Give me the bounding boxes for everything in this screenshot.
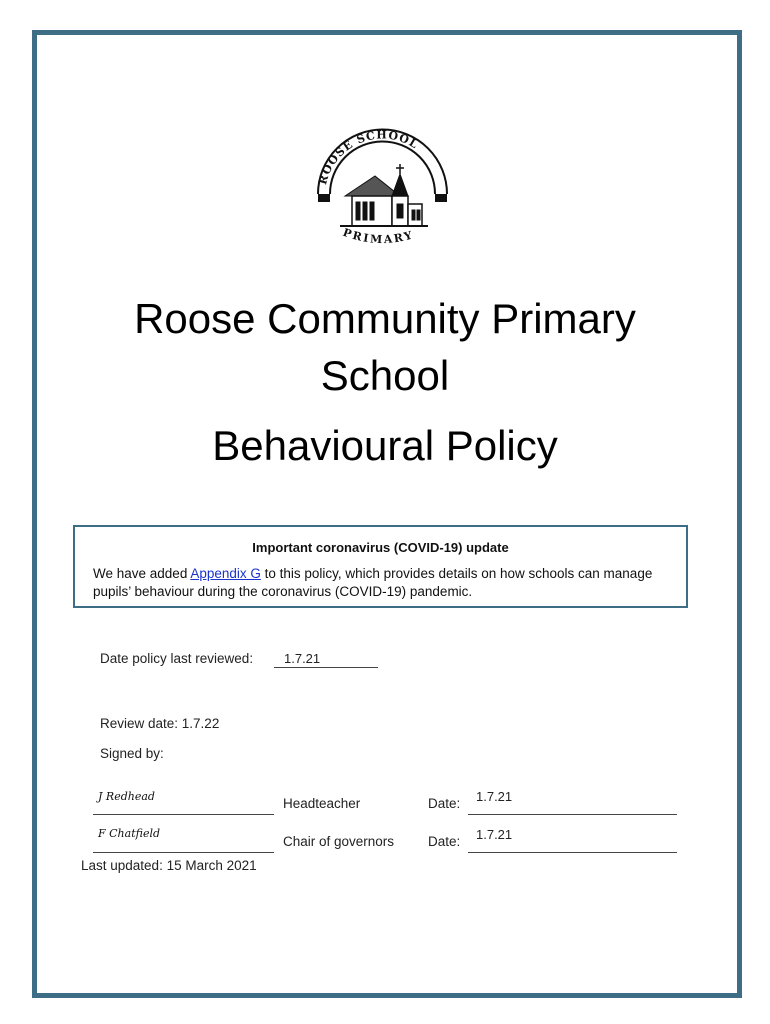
signed-by-label: Signed by: xyxy=(100,746,164,761)
headteacher-date-label: Date: xyxy=(428,796,461,811)
notice-heading: Important coronavirus (COVID-19) update xyxy=(252,540,509,555)
headteacher-date-value: 1.7.21 xyxy=(476,789,513,804)
covid-notice-box xyxy=(73,525,688,608)
last-reviewed-underline xyxy=(274,667,378,668)
school-logo xyxy=(300,124,465,264)
svg-text:PRIMARY xyxy=(341,226,415,246)
chair-date-value: 1.7.21 xyxy=(476,827,513,842)
page-title-line-2: School xyxy=(320,352,450,399)
chair-date-label: Date: xyxy=(428,834,461,849)
logo-arc-text: ROOSE SCHOOL xyxy=(316,128,421,187)
headteacher-signature: J Redhead xyxy=(98,790,155,803)
chair-role: Chair of governors xyxy=(283,834,395,849)
chair-signature: F Chatfield xyxy=(98,827,161,840)
page-title-line-1: Roose Community Primary xyxy=(134,295,636,342)
headteacher-role: Headteacher xyxy=(283,796,361,811)
chair-date-line xyxy=(468,852,677,853)
appendix-g-link[interactable]: Appendix G xyxy=(190,566,261,581)
headteacher-date-line xyxy=(468,814,677,815)
logo-bottom-text: PRIMARY xyxy=(341,225,416,247)
notice-text-before: We have added xyxy=(93,566,191,581)
last-reviewed-label: Date policy last reviewed: xyxy=(100,651,254,666)
chair-signature-line xyxy=(93,852,274,853)
last-reviewed-value: 1.7.21 xyxy=(284,651,321,666)
review-date: Review date: 1.7.22 xyxy=(100,716,220,731)
last-updated: Last updated: 15 March 2021 xyxy=(81,858,257,873)
page-subtitle: Behavioural Policy xyxy=(212,422,558,469)
headteacher-signature-line xyxy=(93,814,274,815)
notice-body xyxy=(93,565,674,601)
notice-text-after: to this policy, which provides details on how schools can manage pupils’ behaviour during the coronavirus (COVID-19) pandemic. xyxy=(93,566,653,599)
